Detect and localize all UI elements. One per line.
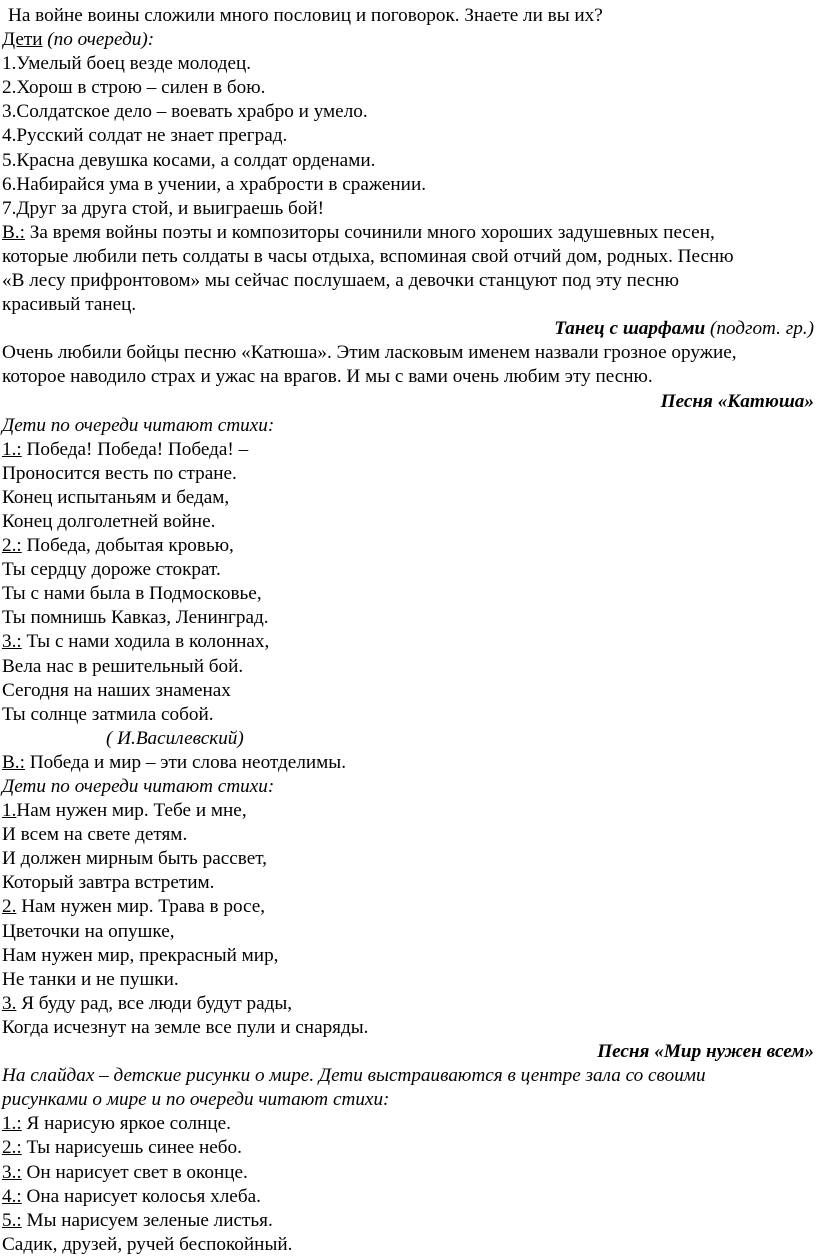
peace-text: Победа и мир – эти слова неотделимы. xyxy=(24,751,346,773)
proverb-item: 5.Красна девушка косами, а солдат орденами. xyxy=(2,149,376,171)
proverb-item: 6.Набирайся ума в учении, а храбрости в сражении. xyxy=(2,173,427,195)
poem-line: Нам нужен мир, прекрасный мир, xyxy=(2,944,279,966)
note-line: На слайдах – детские рисунки о мире. Дети выстраиваются в центре зала со своими xyxy=(2,1065,706,1087)
poem-line: Конец долголетней войне. xyxy=(2,510,216,532)
slides-note xyxy=(2,1064,816,1112)
presenter-peace-line xyxy=(2,751,816,775)
poem-line xyxy=(2,1112,816,1136)
children-note: (по очереди): xyxy=(42,29,155,51)
presenter-paragraph-1 xyxy=(2,221,816,317)
poem-line: И всем на свете детям. xyxy=(2,824,188,846)
poem-line xyxy=(2,630,816,654)
dance-title: Танец с шарфами xyxy=(554,318,706,340)
presenter-paragraph-2 xyxy=(2,341,816,389)
children-label: Дети xyxy=(2,29,43,51)
poem-line: Цветочки на опушке, xyxy=(2,920,175,942)
poem-line xyxy=(2,1185,816,1209)
poem-text: Победа! Победа! Победа! – xyxy=(21,438,249,460)
poem-text: Я нарисую яркое солнце. xyxy=(21,1113,231,1135)
paragraph-text: За время войны поэты и композиторы сочинили много хороших задушевных песен, xyxy=(24,221,715,243)
poem-peace xyxy=(2,799,816,1040)
poem-victory xyxy=(2,438,816,727)
poem-line xyxy=(2,992,816,1016)
poem-text: Нам нужен мир. Трава в росе, xyxy=(16,896,266,918)
paragraph-line: которое наводило страх и ужас на врагов. И мы с вами очень любим эту песню. xyxy=(2,366,653,388)
poem-line xyxy=(2,1161,816,1185)
verse-number: 1.: xyxy=(2,438,22,460)
song-heading-katyusha: Песня «Катюша» xyxy=(660,390,814,412)
verse-number: 3.: xyxy=(2,631,22,653)
verse-number: 2. xyxy=(2,896,17,918)
note-line: рисунками о мире и по очереди читают стихи: xyxy=(2,1089,390,1111)
verse-number: 5.: xyxy=(2,1209,22,1231)
poem-text: Она нарисует колосья хлеба. xyxy=(21,1185,261,1207)
poem-line: Ты помнишь Кавказ, Ленинград. xyxy=(2,607,269,629)
poem-line: Проносится весть по стране. xyxy=(2,462,237,484)
presenter-label: В.: xyxy=(2,221,25,243)
proverb-item: 1.Умелый боец везде молодец. xyxy=(2,53,252,75)
proverb-item: 7.Друг за друга стой, и выиграешь бой! xyxy=(2,197,325,219)
paragraph-line: Очень любили бойцы песню «Катюша». Этим ласковым именем назвали грозное оружие, xyxy=(2,342,737,364)
poem-line: Ты солнце затмила собой. xyxy=(2,703,214,725)
proverb-item: 3.Солдатское дело – воевать храбро и умело. xyxy=(2,101,368,123)
verse-number: 4.: xyxy=(2,1185,22,1207)
verse-number: 3.: xyxy=(2,1161,22,1183)
paragraph-line xyxy=(2,221,816,245)
dance-note: (подгот. гр.) xyxy=(705,318,814,340)
poem-line: Ты с нами была в Подмосковье, xyxy=(2,583,262,605)
verse-number: 2.: xyxy=(2,1137,22,1159)
proverb-item: 4.Русский солдат не знает преград. xyxy=(2,125,288,147)
poem-text: Он нарисует свет в оконце. xyxy=(21,1161,248,1183)
paragraph-line: красивый танец. xyxy=(2,294,137,316)
verse-number: 2.: xyxy=(2,535,22,557)
song-heading-peace: Песня «Мир нужен всем» xyxy=(597,1041,814,1063)
presenter-label: В.: xyxy=(2,751,25,773)
poem-line xyxy=(2,1136,816,1160)
poem-text: Нам нужен мир. Тебе и мне, xyxy=(16,800,247,822)
proverb-list xyxy=(2,52,816,221)
poem-text: Ты с нами ходила в колоннах, xyxy=(21,631,270,653)
poem-line: Сегодня на наших знаменах xyxy=(2,679,231,701)
poem-line: Когда исчезнут на земле все пули и снаряды. xyxy=(2,1016,369,1038)
poem-text: Я буду рад, все люди будут рады, xyxy=(16,992,293,1014)
poem-line: Конец испытаньям и бедам, xyxy=(2,486,230,508)
intro-line: На войне воины сложили много пословиц и поговорок. Знаете ли вы их? xyxy=(8,5,603,26)
poem-line: Не танки и не пушки. xyxy=(2,968,179,990)
poem-line: Вела нас в решительный бой. xyxy=(2,655,244,677)
poem-line xyxy=(2,799,816,823)
verse-number: 1.: xyxy=(2,1113,22,1135)
poem-text: Ты нарисуешь синее небо. xyxy=(21,1137,242,1159)
poem-line xyxy=(2,534,816,558)
poem-line: И должен мирным быть рассвет, xyxy=(2,848,267,870)
children-read-instruction-2: Дети по очереди читают стихи: xyxy=(2,776,275,797)
verse-number: 3. xyxy=(2,992,17,1014)
poem-author: ( И.Василевский) xyxy=(106,727,244,749)
poem-text: Победа, добытая кровью, xyxy=(21,535,234,557)
poem-drawing xyxy=(2,1112,816,1257)
proverb-item: 2.Хорош в строю – силен в бою. xyxy=(2,77,266,99)
poem-text: Мы нарисуем зеленые листья. xyxy=(21,1209,273,1231)
children-read-instruction: Дети по очереди читают стихи: xyxy=(2,414,275,436)
poem-line xyxy=(2,895,816,919)
poem-line: Ты сердцу дороже стократ. xyxy=(2,559,221,581)
dance-heading xyxy=(2,317,816,341)
poem-line: Садик, друзей, ручей беспокойный. xyxy=(2,1233,293,1255)
document-page xyxy=(0,4,816,1258)
verse-number: 1. xyxy=(2,800,17,822)
paragraph-line: которые любили петь солдаты в часы отдыха, вспоминая свой отчий дом, родных. Песню xyxy=(2,245,734,267)
poem-line xyxy=(2,438,816,462)
paragraph-line: «В лесу прифронтовом» мы сейчас послушаем, а девочки станцуют под эту песню xyxy=(2,270,679,292)
poem-line: Который завтра встретим. xyxy=(2,872,215,894)
children-instruction xyxy=(2,28,816,52)
poem-line xyxy=(2,1209,816,1233)
